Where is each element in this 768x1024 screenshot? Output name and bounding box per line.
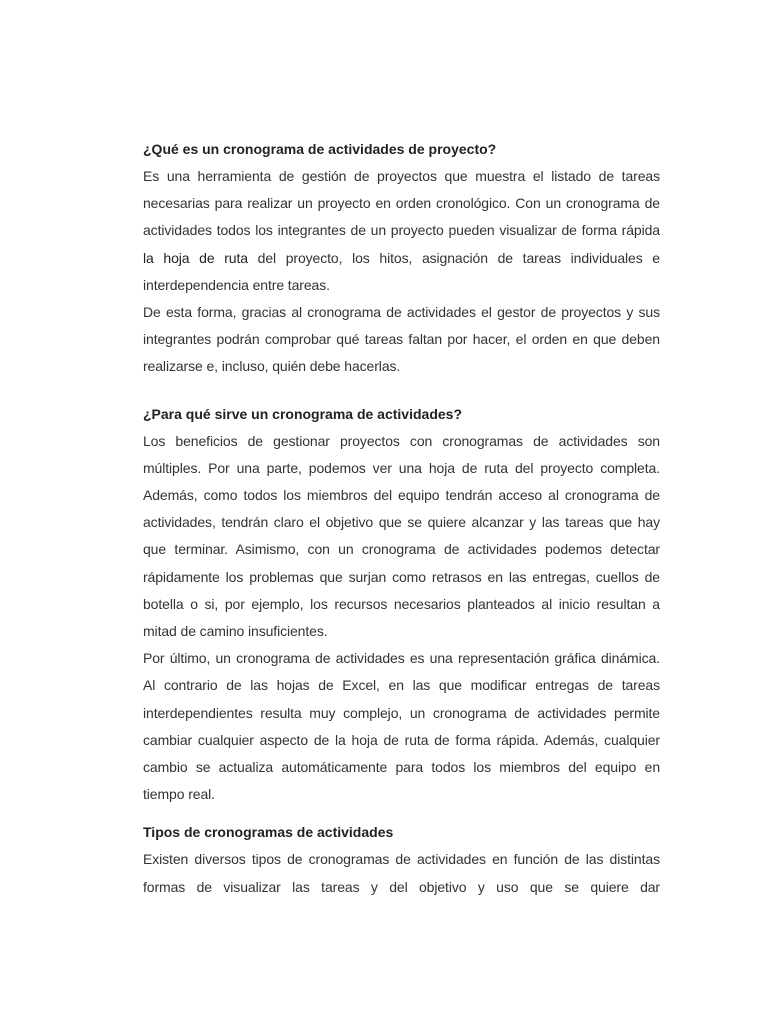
section-para-que-sirve xyxy=(143,401,660,809)
paragraph: Por último, un cronograma de actividades es una representación gráfica dinámica. Al contrario de las hojas de Excel, en las que modificar entregas de tareas interdependientes resulta muy complejo, un cronograma de actividades permite cambiar cualquier aspecto de la hoja de ruta de forma rápida. Además, cualquier cambio se actualiza automáticamente para todos los miembros del equipo en tiempo real. xyxy=(143,650,660,803)
section-tipos xyxy=(143,819,660,900)
paragraph: De esta forma, gracias al cronograma de actividades el gestor de proyectos y sus integrantes podrán comprobar qué tareas faltan por hacer, el orden en que deben realizarse e, incluso, quién debe hacerlas. xyxy=(143,304,660,375)
paragraph xyxy=(143,163,660,299)
paragraph-text: Es una herramienta de gestión de proyectos que muestra el listado de tareas necesarias para realizar un proyecto en orden cronológico. Con un cronograma de actividades todos los integrantes de un proyecto pueden visualizar de forma rápida xyxy=(143,168,660,239)
paragraph-text: del proyecto, los hitos, asignación de tareas individuales e interdependencia entre tareas. xyxy=(143,249,660,293)
paragraph: Los beneficios de gestionar proyectos con cronogramas de actividades son múltiples. Por una parte, podemos ver una hoja de ruta del proyecto completa. Además, como todos los miembros del equipo tendrán acceso al cronograma de actividades, tendrán claro el objetivo que se quiere alcanzar y las tareas que hay que terminar. Asimismo, con un cronograma de actividades podemos detectar rápidamente los problemas que surjan como retrasos en las entregas, cuellos de botella o si, por ejemplo, los recursos necesarios planteados al inicio resultan a mitad de camino insuficientes. xyxy=(143,432,660,640)
document-page xyxy=(143,136,660,901)
section-que-es xyxy=(143,136,660,381)
paragraph: Existen diversos tipos de cronogramas de actividades en función de las distintas formas de visualizar las tareas y del objetivo y uso que se quiere dar xyxy=(143,851,660,895)
section-heading: ¿Qué es un cronograma de actividades de proyecto? xyxy=(143,141,497,157)
section-heading: ¿Para qué sirve un cronograma de actividades? xyxy=(143,405,462,422)
section-heading: Tipos de cronogramas de actividades xyxy=(143,824,394,841)
hoja-de-ruta-link[interactable]: la hoja de ruta xyxy=(143,249,248,266)
